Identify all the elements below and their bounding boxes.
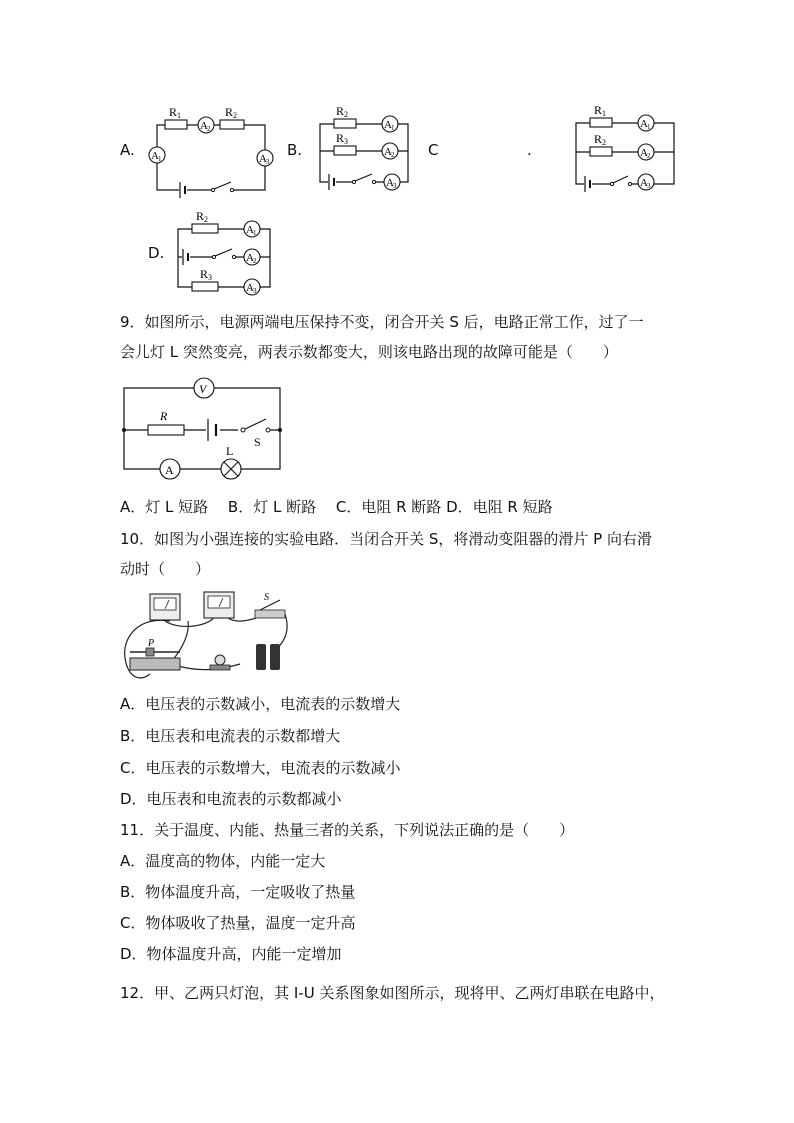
- q9-line1: 9．如图所示，电源两端电压保持不变，闭合开关 S 后，电路正常工作，过了一: [120, 313, 644, 331]
- svg-text:S: S: [264, 592, 269, 603]
- svg-text:R: R: [594, 103, 603, 117]
- q11-option-a: A．温度高的物体，内能一定大: [120, 852, 326, 870]
- svg-text:L: L: [226, 444, 234, 458]
- svg-text:A: A: [246, 252, 254, 264]
- svg-text:R: R: [336, 131, 345, 145]
- svg-text:A: A: [165, 463, 174, 477]
- q10-line2: 动时（ ）: [120, 560, 211, 578]
- circuit-diagram-c: [570, 100, 680, 195]
- svg-text:R: R: [200, 267, 209, 281]
- svg-text:A: A: [640, 147, 648, 159]
- option-c-label: C: [428, 141, 439, 159]
- svg-text:R: R: [336, 104, 345, 118]
- q11-option-c: C．物体吸收了热量，温度一定升高: [120, 914, 356, 932]
- q9-options: A．灯 L 短路 B．灯 L 断路 C．电阻 R 断路 D．电阻 R 短路: [120, 498, 553, 516]
- svg-text:3: 3: [393, 182, 397, 190]
- q10-option-c: C．电压表的示数增大，电流表的示数减小: [120, 759, 401, 777]
- svg-text:2: 2: [204, 215, 208, 224]
- svg-text:2: 2: [602, 138, 606, 147]
- svg-text:2: 2: [207, 125, 211, 133]
- option-d-label: D.: [148, 244, 165, 262]
- svg-text:1: 1: [602, 109, 606, 118]
- svg-text:1: 1: [391, 124, 395, 132]
- svg-text:R: R: [169, 105, 178, 119]
- svg-text:2: 2: [233, 111, 237, 120]
- svg-text:A: A: [259, 153, 267, 165]
- svg-text:A: A: [200, 120, 208, 132]
- svg-text:P: P: [148, 638, 155, 649]
- q10-option-a: A．电压表的示数减小，电流表的示数增大: [120, 695, 401, 713]
- svg-text:A: A: [640, 177, 648, 189]
- svg-text:2: 2: [647, 152, 651, 160]
- svg-text:R: R: [160, 409, 168, 423]
- svg-text:A: A: [246, 282, 254, 294]
- svg-text:A: A: [384, 146, 392, 158]
- svg-text:A: A: [386, 177, 394, 189]
- svg-text:2: 2: [344, 110, 348, 119]
- svg-text:A: A: [246, 224, 254, 236]
- svg-text:A: A: [151, 150, 159, 162]
- q10-option-b: B．电压表和电流表的示数都增大: [120, 727, 341, 745]
- circuit-diagram-d: [172, 205, 277, 300]
- option-c-dot: .: [527, 141, 532, 159]
- svg-text:R: R: [196, 209, 205, 223]
- q12-line1: 12．甲、乙两只灯泡，其 I-U 关系图象如图所示，现将甲、乙两灯串联在电路中，: [120, 984, 665, 1002]
- option-a-label: A.: [120, 141, 135, 159]
- svg-text:1: 1: [158, 155, 162, 163]
- svg-text:1: 1: [177, 111, 181, 120]
- svg-text:R: R: [225, 105, 234, 119]
- svg-text:2: 2: [253, 257, 257, 265]
- svg-text:S: S: [254, 435, 261, 449]
- q9-line2: 会儿灯 L 突然变亮，两表示数都变大，则该电路出现的故障可能是（ ）: [120, 343, 618, 361]
- svg-text:3: 3: [266, 158, 270, 166]
- svg-text:2: 2: [391, 151, 395, 159]
- svg-text:A: A: [384, 119, 392, 131]
- svg-text:3: 3: [253, 287, 257, 295]
- q11-option-b: B．物体温度升高，一定吸收了热量: [120, 883, 356, 901]
- svg-text:V: V: [199, 382, 207, 396]
- circuit-diagram-a: [145, 100, 270, 195]
- q10-experiment-photo-sketch: [120, 586, 290, 686]
- q11-line1: 11．关于温度、内能、热量三者的关系，下列说法正确的是（ ）: [120, 821, 575, 839]
- q10-line1: 10．如图为小强连接的实验电路．当闭合开关 S，将滑动变阻器的滑片 P 向右滑: [120, 530, 652, 548]
- svg-text:3: 3: [344, 137, 348, 146]
- svg-text:3: 3: [208, 273, 212, 282]
- option-b-label: B.: [287, 141, 303, 159]
- svg-text:1: 1: [647, 123, 651, 131]
- svg-text:3: 3: [647, 182, 651, 190]
- circuit-diagram-b: [312, 100, 412, 195]
- q10-option-d: D．电压表和电流表的示数都减小: [120, 790, 342, 808]
- svg-text:R: R: [594, 132, 603, 146]
- q9-circuit-diagram: [118, 373, 288, 478]
- svg-text:A: A: [640, 118, 648, 130]
- q11-option-d: D．物体温度升高，内能一定增加: [120, 945, 342, 963]
- svg-text:1: 1: [253, 229, 257, 237]
